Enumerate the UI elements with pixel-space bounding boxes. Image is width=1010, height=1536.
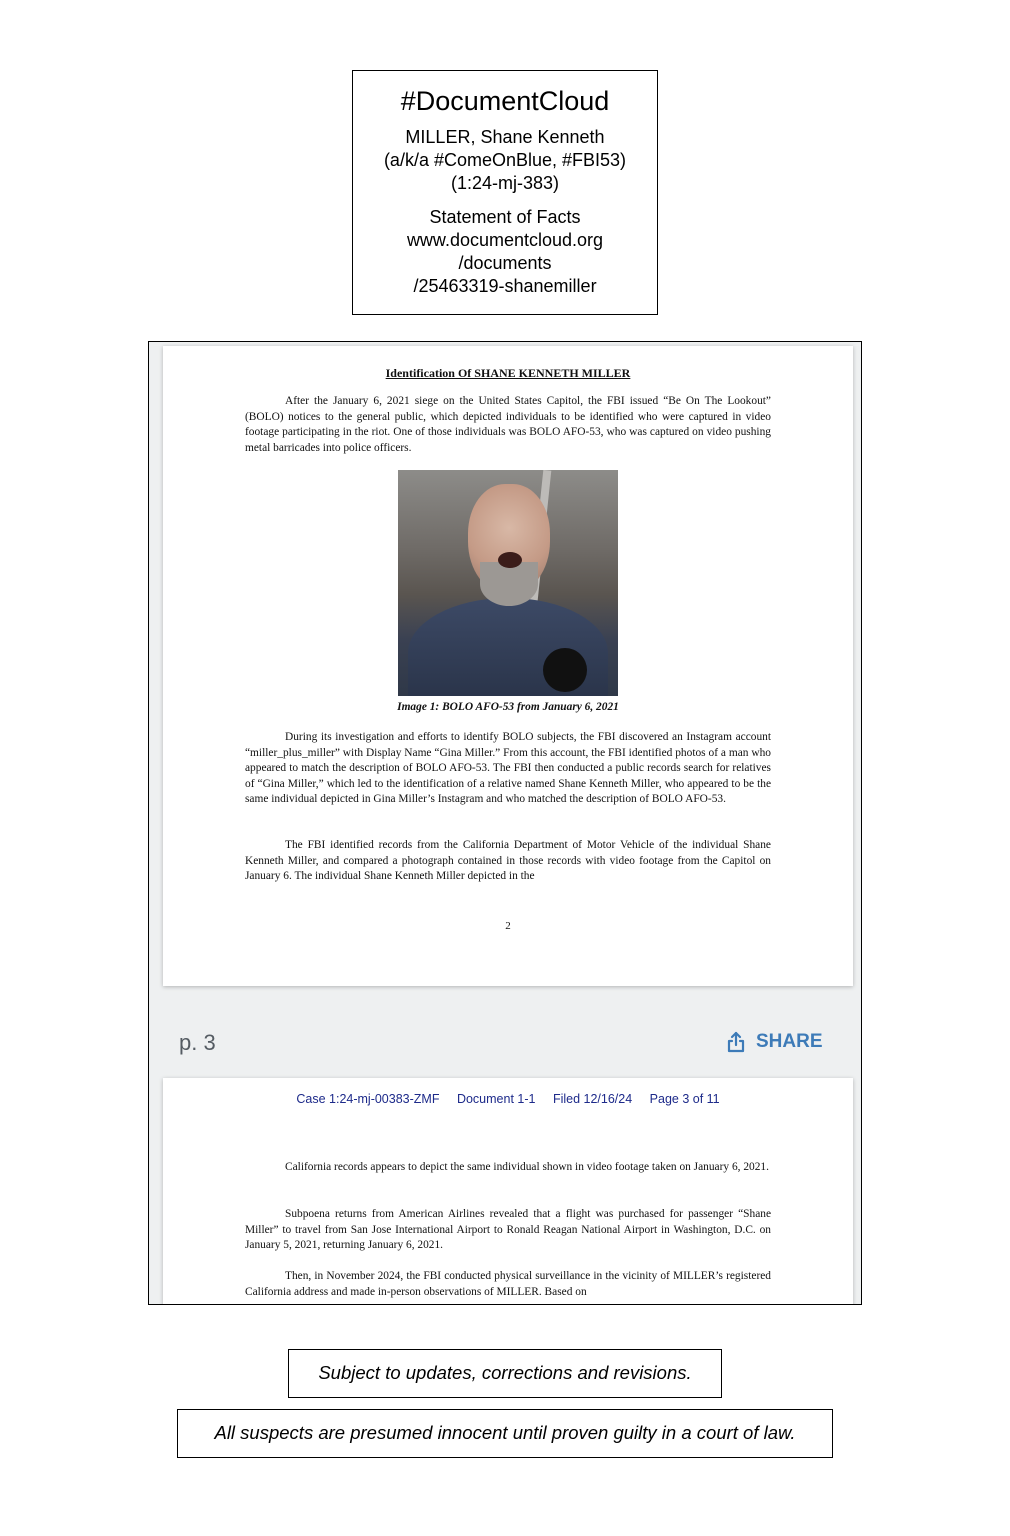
document-page-2 xyxy=(163,346,853,986)
image-caption: Image 1: BOLO AFO-53 from January 6, 2021 xyxy=(397,701,619,713)
subject-aliases: (a/k/a #ComeOnBlue, #FBI53) xyxy=(383,150,627,170)
paragraph-surveillance: Then, in November 2024, the FBI conducted physical surveillance in the vicinity of MILLER’s registered California address and made in-person observations of MILLER. Based on xyxy=(245,1270,771,1298)
header-subject-lines xyxy=(353,126,657,195)
source-url-line-3: /25463319-shanemiller xyxy=(413,276,597,296)
case-header xyxy=(163,1092,853,1106)
disclaimer-updates: Subject to updates, corrections and revisions. xyxy=(288,1349,722,1398)
case-number: (1:24-mj-383) xyxy=(450,173,560,193)
photo-camera xyxy=(543,648,587,692)
page-number: 2 xyxy=(505,920,511,932)
document-page-3 xyxy=(163,1078,853,1305)
case-id: Case 1:24-mj-00383-ZMF xyxy=(296,1092,440,1106)
subject-name: MILLER, Shane Kenneth xyxy=(405,127,605,147)
page-of: Page 3 of 11 xyxy=(649,1092,720,1106)
paragraph-california: California records appears to depict the same individual shown in video footage taken on January 6, 2021. xyxy=(285,1161,769,1173)
page-indicator: p. 3 xyxy=(179,1030,216,1055)
header-source-lines xyxy=(353,206,657,298)
filed-date: Filed 12/16/24 xyxy=(552,1092,633,1106)
share-icon xyxy=(724,1030,748,1054)
bolo-photo xyxy=(398,470,618,696)
share-button[interactable] xyxy=(724,1030,823,1054)
section-heading: Identification Of SHANE KENNETH MILLER xyxy=(385,366,631,380)
header-title: #DocumentCloud xyxy=(400,86,610,116)
paragraph-dmv: The FBI identified records from the California Department of Motor Vehicle of the individual Shane Kenneth Miller, and compared a photograph contained in those records with video footage from the Capitol on January 6. The individual Shane Kenneth Miller depicted in the xyxy=(245,839,771,883)
disclaimer-innocent: All suspects are presumed innocent until proven guilty in a court of law. xyxy=(177,1409,833,1458)
photo-mouth xyxy=(498,552,522,568)
photo-beard xyxy=(480,562,538,606)
paragraph-subpoena: Subpoena returns from American Airlines revealed that a flight was purchased for passenger “Shane Miller” to travel from San Jose International Airport to Ronald Reagan National Airport in Washington, D.C. on January 5, 2021, returning January 6, 2021. xyxy=(245,1208,771,1252)
document-type: Statement of Facts xyxy=(429,207,581,227)
header-box xyxy=(352,70,658,315)
paragraph-instagram: During its investigation and efforts to identify BOLO subjects, the FBI discovered an Instagram account “miller_plus_miller” with Display Name “Gina Miller.” From this account, the FBI identified photos of a man who appeared to match the description of BOLO AFO-53. The FBI then conducted a public records search for relatives of “Gina Miller,” which led to the identification of a relative named Shane Kenneth Miller, who appeared to be the same individual depicted in Gina Miller’s Instagram and who matched the description of BOLO AFO-53. xyxy=(245,731,771,806)
paragraph-bolo: After the January 6, 2021 siege on the United States Capitol, the FBI issued “Be On The Lookout” (BOLO) notices to the general public, which depicted individuals to be identified who were captured in video footage participating in the riot. One of those individuals was BOLO AFO-53, who was captured on video pushing metal barricades into police officers. xyxy=(245,395,771,454)
source-url-line-1: www.documentcloud.org xyxy=(406,230,604,250)
document-id: Document 1-1 xyxy=(456,1092,536,1106)
share-label: SHARE xyxy=(756,1031,823,1052)
document-viewer-screenshot xyxy=(148,341,862,1305)
source-url-line-2: /documents xyxy=(458,253,552,273)
